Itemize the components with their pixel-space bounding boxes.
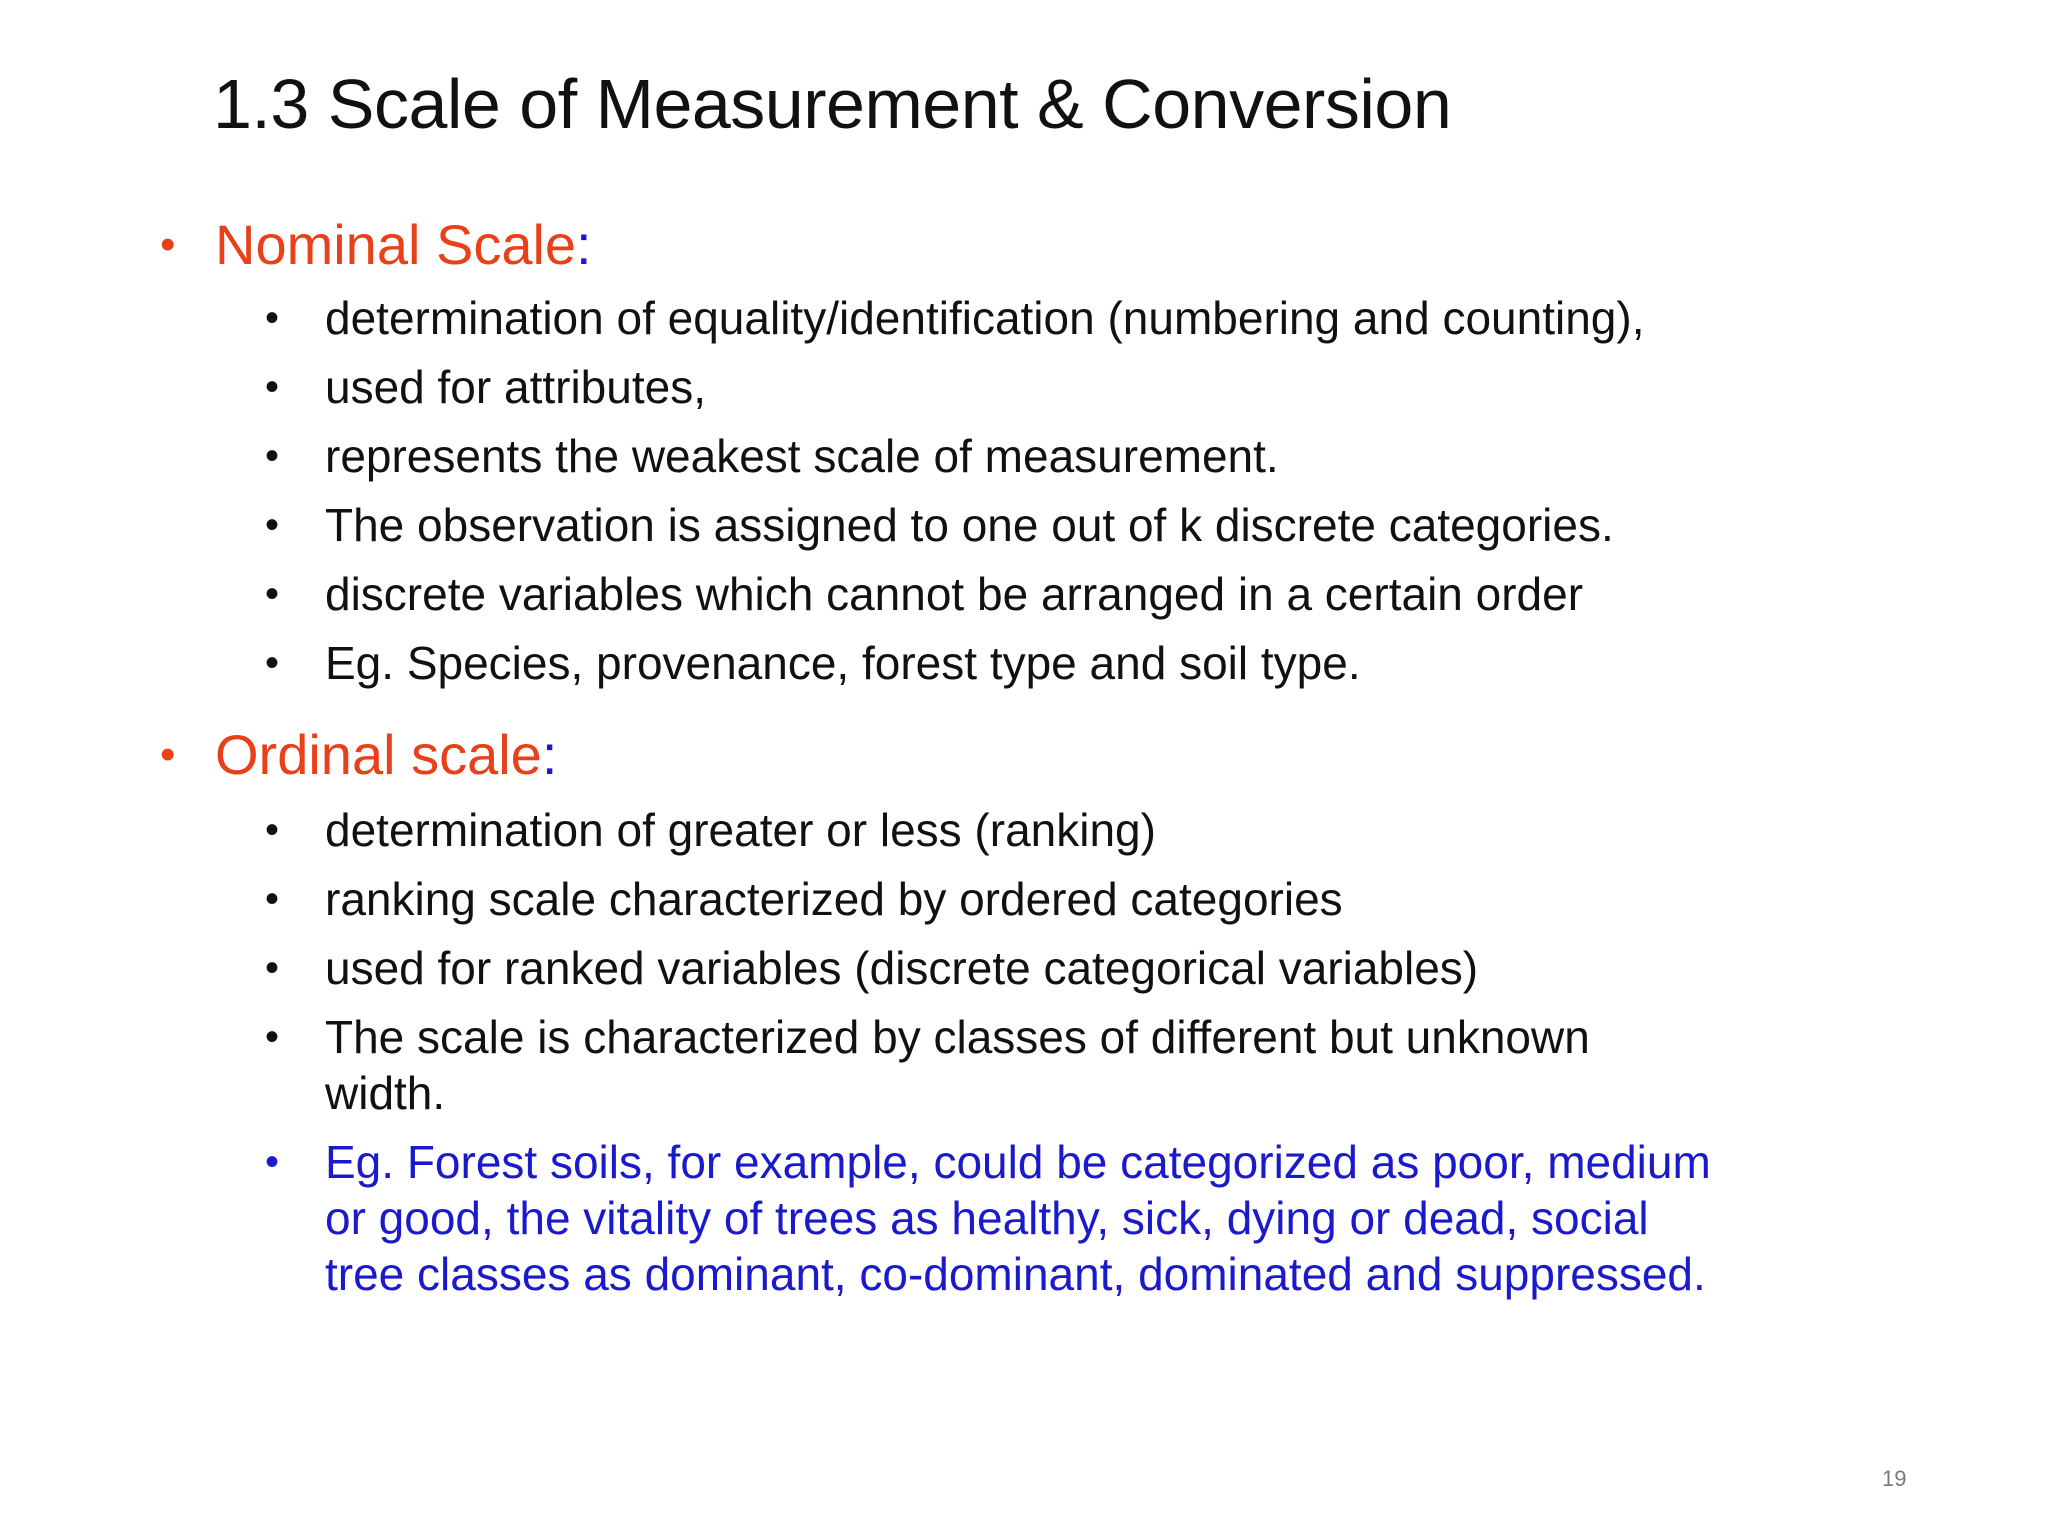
section-heading — [160, 722, 557, 788]
nominal-items-list — [265, 290, 1644, 704]
list-item — [265, 940, 1711, 1009]
list-item — [265, 497, 1644, 566]
list-item-text: tree classes as dominant, co-dominant, dominated and suppressed. — [325, 1248, 1706, 1300]
page-number: 19 — [1882, 1466, 1907, 1491]
bullet-icon: • — [265, 877, 280, 921]
bullet-icon: • — [160, 730, 176, 779]
list-item — [265, 1009, 1711, 1134]
bullet-icon: • — [160, 220, 176, 269]
list-item-text: Eg. Species, provenance, forest type and soil type. — [325, 637, 1361, 689]
list-item — [265, 428, 1644, 497]
list-item-text: Eg. Forest soils, for example, could be categorized as poor, medium — [325, 1136, 1711, 1188]
list-item-text: used for ranked variables (discrete categorical variables) — [325, 942, 1479, 994]
list-item-text: ranking scale characterized by ordered categories — [325, 873, 1343, 925]
list-item — [265, 359, 1644, 428]
bullet-icon: • — [265, 365, 280, 409]
bullet-icon: • — [265, 641, 280, 685]
list-item-example — [265, 1134, 1711, 1302]
list-item-text: determination of greater or less (ranking) — [325, 804, 1156, 856]
list-item — [265, 290, 1644, 359]
section-nominal-scale — [160, 212, 592, 278]
section-heading-name: Nominal Scale — [215, 213, 577, 276]
bullet-icon: • — [265, 296, 280, 340]
list-item-text: width. — [325, 1067, 446, 1119]
list-item-text: discrete variables which cannot be arranged in a certain order — [325, 568, 1584, 620]
bullet-icon: • — [265, 503, 280, 547]
section-ordinal-scale — [160, 722, 557, 788]
section-heading-colon: : — [576, 213, 592, 276]
list-item-text: determination of equality/identification (numbering and counting), — [325, 292, 1645, 344]
bullet-icon: • — [265, 1140, 280, 1184]
list-item-text: used for attributes, — [325, 361, 706, 413]
section-heading-name: Ordinal scale — [215, 723, 542, 786]
list-item-text: The scale is characterized by classes of different but unknown — [325, 1011, 1590, 1063]
section-heading — [160, 212, 592, 278]
bullet-icon: • — [265, 572, 280, 616]
bullet-icon: • — [265, 434, 280, 478]
section-heading-colon: : — [541, 723, 558, 786]
bullet-icon: • — [265, 946, 280, 990]
list-item — [265, 566, 1644, 635]
bullet-icon: • — [265, 808, 280, 852]
list-item — [265, 871, 1711, 940]
list-item-text: represents the weakest scale of measurement. — [325, 430, 1279, 482]
list-item — [265, 802, 1711, 871]
list-item — [265, 635, 1644, 704]
list-item-text: The observation is assigned to one out of k discrete categories. — [325, 499, 1614, 551]
bullet-icon: • — [265, 1015, 280, 1059]
list-item-text: or good, the vitality of trees as healthy, sick, dying or dead, social — [325, 1192, 1649, 1244]
ordinal-items-list — [265, 802, 1711, 1302]
slide-title: 1.3 Scale of Measurement & Conversion — [213, 65, 1452, 143]
